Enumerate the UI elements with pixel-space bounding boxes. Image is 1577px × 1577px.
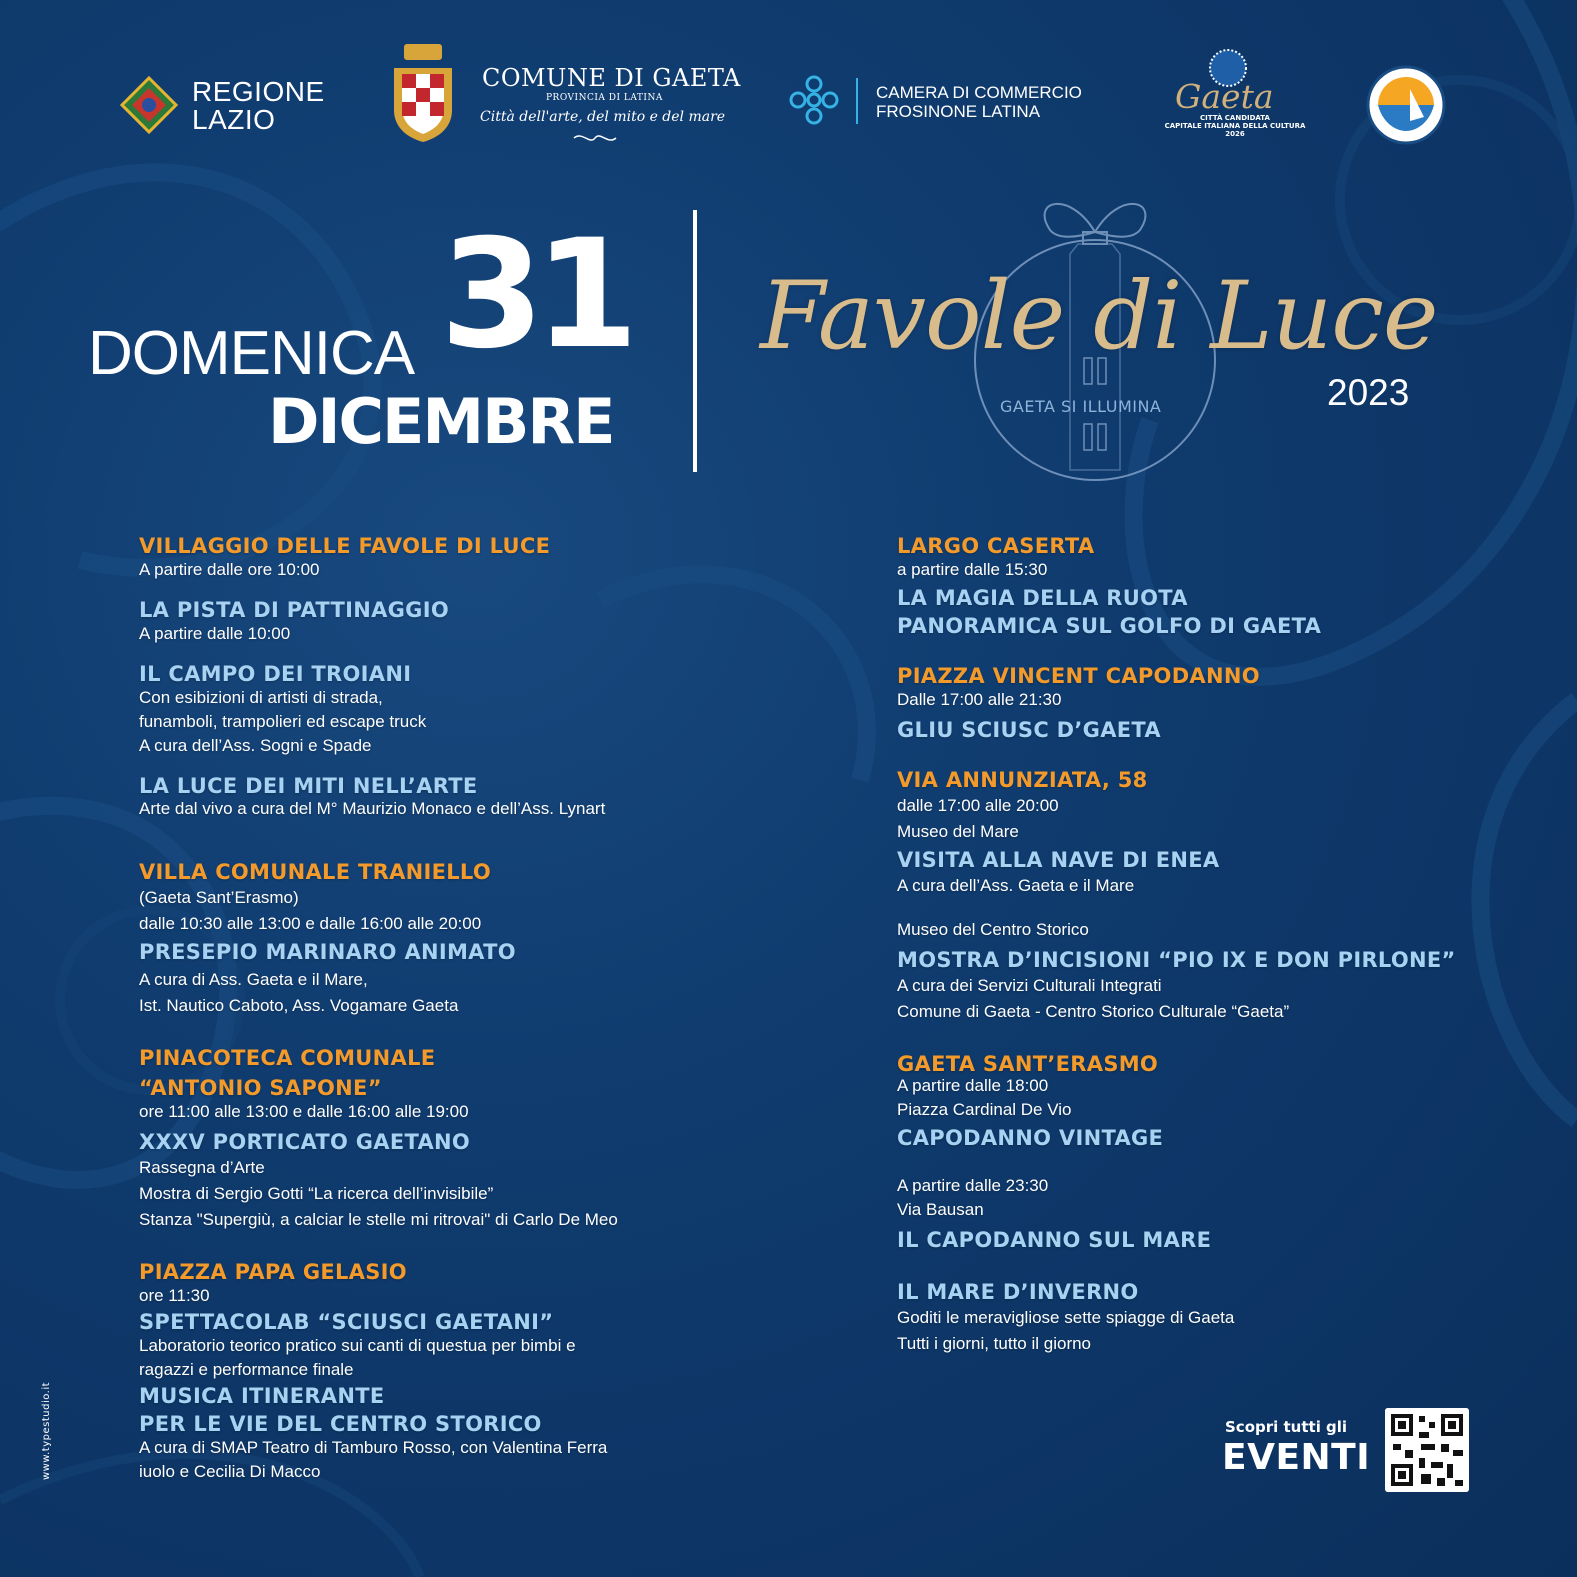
event-detail-line: A partire dalle 18:00 — [897, 1076, 1049, 1095]
event-title: Favole di Luce — [760, 262, 1438, 371]
gaeta-candidate-caption: CITTÀ CANDIDATA CAPITALE ITALIANA DELLA CULTURA 2026 — [1164, 114, 1306, 138]
event-detail-line: a partire dalle 15:30 — [897, 560, 1048, 579]
event-detail-line: A cura dell’Ass. Sogni e Spade — [139, 736, 372, 755]
weekday-label: DOMENICA — [88, 319, 415, 388]
location-heading: LARGO CASERTA — [897, 534, 1095, 558]
regione-lazio-emblem-icon — [120, 76, 178, 134]
event-year: 2023 — [1327, 372, 1410, 413]
event-title-line: LA PISTA DI PATTINAGGIO — [139, 598, 449, 622]
event-detail-line: Ist. Nautico Caboto, Ass. Vogamare Gaeta — [139, 996, 459, 1015]
event-subtitle: GAETA SI ILLUMINA — [1000, 397, 1162, 416]
comune-gaeta-province: PROVINCIA DI LATINA — [546, 93, 663, 103]
discover-label: Scopri tutti gli — [1225, 1418, 1348, 1436]
location-heading: GAETA SANT’ERASMO — [897, 1052, 1159, 1076]
location-heading: PIAZZA VINCENT CAPODANNO — [897, 664, 1260, 688]
event-detail-line: Comune di Gaeta - Centro Storico Culturale “Gaeta” — [897, 1002, 1290, 1021]
event-detail-line: dalle 17:00 alle 20:00 — [897, 796, 1059, 815]
event-title-line: GLIU SCIUSC D’GAETA — [897, 718, 1161, 742]
event-detail-line: Museo del Mare — [897, 822, 1019, 841]
event-detail-line: Arte dal vivo a cura del M° Maurizio Monaco e dell’Ass. Lynart — [139, 799, 606, 818]
event-detail-line: Con esibizioni di artisti di strada, — [139, 688, 383, 707]
event-detail-line: A cura di SMAP Teatro di Tamburo Rosso, con Valentina Ferra — [139, 1438, 608, 1457]
location-heading: “ANTONIO SAPONE” — [139, 1076, 382, 1100]
event-detail-line: Piazza Cardinal De Vio — [897, 1100, 1072, 1119]
event-detail-line: A partire dalle 10:00 — [139, 624, 291, 643]
event-detail-line: Dalle 17:00 alle 21:30 — [897, 690, 1062, 709]
event-detail-line: Museo del Centro Storico — [897, 920, 1089, 939]
event-detail-line: ore 11:30 — [139, 1286, 210, 1305]
event-detail-line: (Gaeta Sant’Erasmo) — [139, 888, 299, 907]
camera-commercio-logo-icon — [786, 72, 842, 128]
comune-gaeta-motto: Città dell'arte, del mito e del mare — [480, 109, 726, 125]
event-title-line: LA MAGIA DELLA RUOTA — [897, 586, 1188, 610]
pro-loco-gaeta-logo-icon — [1366, 65, 1446, 145]
event-detail-line: Stanza "Supergiù, a calciar le stelle mi ritrovai" di Carlo De Meo — [139, 1210, 618, 1229]
flourish-icon — [572, 131, 618, 145]
event-title-line: MUSICA ITINERANTE — [139, 1384, 385, 1408]
camera-divider — [856, 78, 858, 124]
gaeta-candidate-logo-text: Gaeta — [1175, 77, 1274, 116]
regione-lazio-logo-text: REGIONE LAZIO — [192, 76, 325, 135]
event-detail-line: funamboli, trampolieri ed escape truck — [139, 712, 427, 731]
header-divider — [693, 210, 697, 472]
month-label: DICEMBRE — [268, 385, 614, 458]
event-detail-line: Via Bausan — [897, 1200, 984, 1219]
location-heading: VILLAGGIO DELLE FAVOLE DI LUCE — [139, 534, 551, 558]
camera-commercio-text: CAMERA DI COMMERCIO FROSINONE LATINA — [876, 83, 1082, 121]
designer-credit: www.typestudio.it — [41, 1381, 52, 1480]
event-title-line: IL CAPODANNO SUL MARE — [897, 1228, 1212, 1252]
location-heading: PINACOTECA COMUNALE — [139, 1046, 436, 1070]
event-detail-line: A partire dalle 23:30 — [897, 1176, 1049, 1195]
event-detail-line: Goditi le meravigliose sette spiagge di Gaeta — [897, 1308, 1235, 1327]
event-title-line: XXXV PORTICATO GAETANO — [139, 1130, 471, 1154]
comune-gaeta-title: COMUNE DI GAETA — [482, 64, 741, 92]
event-detail-line: A cura dell’Ass. Gaeta e il Mare — [897, 876, 1135, 895]
event-detail-line: dalle 10:30 alle 13:00 e dalle 16:00 alle 20:00 — [139, 914, 482, 933]
event-title-line: IL MARE D’INVERNO — [897, 1280, 1139, 1304]
event-detail-line: Rassegna d’Arte — [139, 1158, 265, 1177]
event-title-line: IL CAMPO DEI TROIANI — [139, 662, 412, 686]
event-title-line: PER LE VIE DEL CENTRO STORICO — [139, 1412, 542, 1436]
day-number: 31 — [440, 208, 629, 382]
event-detail-line: ore 11:00 alle 13:00 e dalle 16:00 alle 19:00 — [139, 1102, 469, 1121]
event-title-line: CAPODANNO VINTAGE — [897, 1126, 1164, 1150]
event-title-line: PRESEPIO MARINARO ANIMATO — [139, 940, 516, 964]
event-title-line: MOSTRA D’INCISIONI “PIO IX E DON PIRLONE” — [897, 948, 1456, 972]
event-title-line: LA LUCE DEI MITI NELL’ARTE — [139, 774, 478, 798]
event-title-line: VISITA ALLA NAVE DI ENEA — [897, 848, 1220, 872]
event-detail-line: A cura dei Servizi Culturali Integrati — [897, 976, 1162, 995]
event-detail-line: iuolo e Cecilia Di Macco — [139, 1462, 321, 1481]
event-detail-line: Tutti i giorni, tutto il giorno — [897, 1334, 1092, 1353]
event-title-line: PANORAMICA SUL GOLFO DI GAETA — [897, 614, 1322, 638]
location-heading: PIAZZA PAPA GELASIO — [139, 1260, 407, 1284]
event-detail-line: Mostra di Sergio Gotti “La ricerca dell’invisibile” — [139, 1184, 494, 1203]
event-detail-line: ragazzi e performance finale — [139, 1360, 354, 1379]
event-detail-line: A cura di Ass. Gaeta e il Mare, — [139, 970, 368, 989]
event-detail-line: A partire dalle ore 10:00 — [139, 560, 320, 579]
event-title-line: SPETTACOLAB “SCIUSCI GAETANI” — [139, 1310, 554, 1334]
events-label: EVENTI — [1222, 1437, 1371, 1478]
location-heading: VIA ANNUNZIATA, 58 — [897, 768, 1148, 792]
comune-gaeta-crest-icon — [388, 40, 458, 144]
event-detail-line: Laboratorio teorico pratico sui canti di questua per bimbi e — [139, 1336, 576, 1355]
location-heading: VILLA COMUNALE TRANIELLO — [139, 860, 492, 884]
qr-code-icon[interactable] — [1385, 1408, 1469, 1492]
